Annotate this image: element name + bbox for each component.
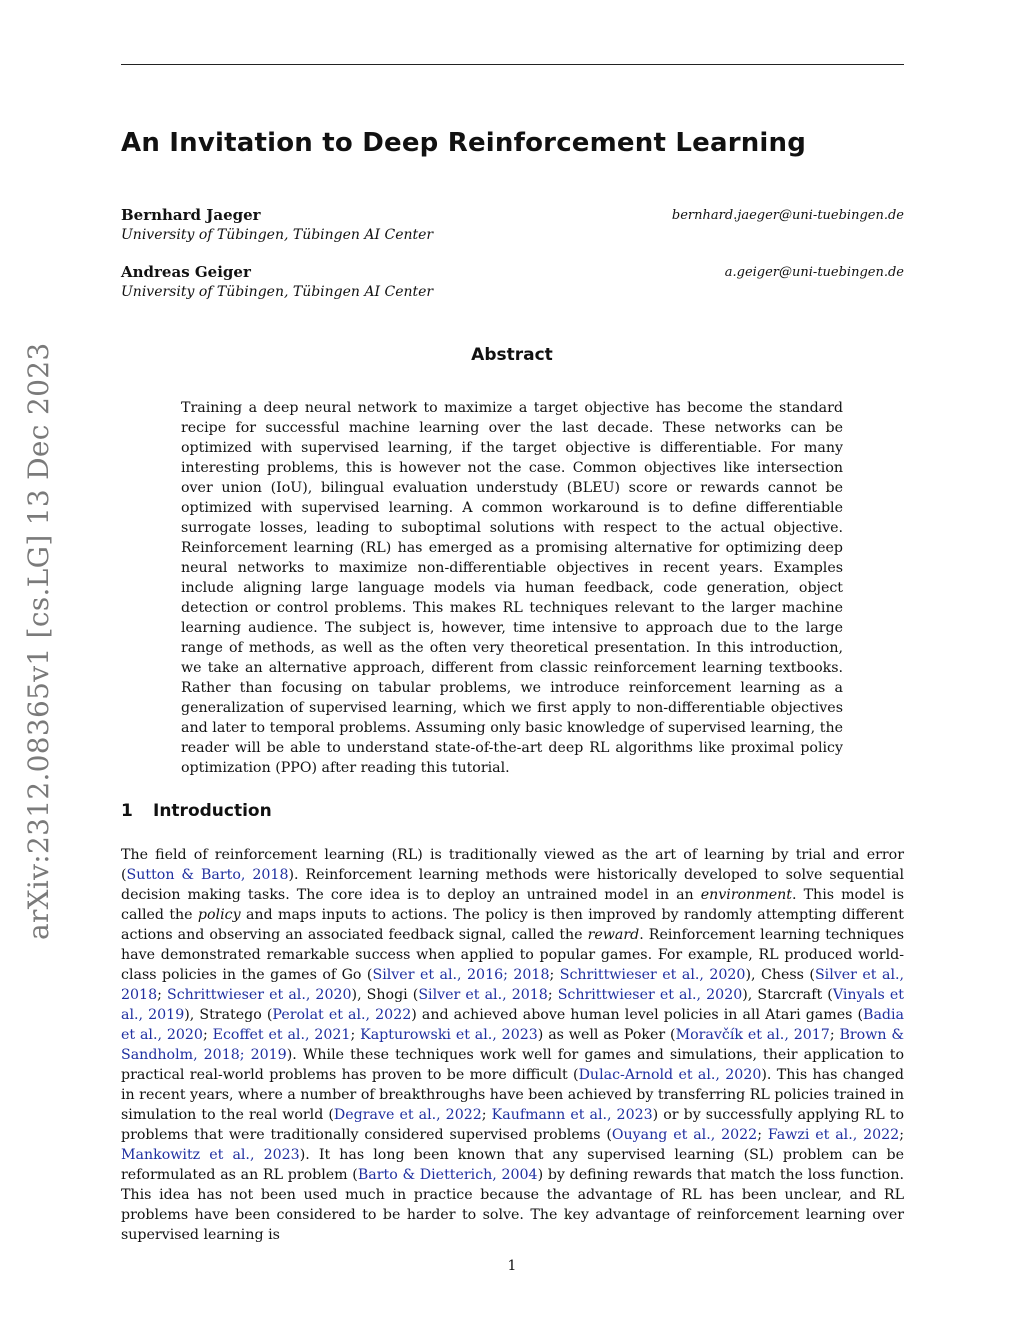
body-text: ; — [481, 1107, 492, 1123]
citation-link[interactable]: Ecoffet et al., 2021 — [212, 1027, 351, 1043]
body-text: ; — [549, 967, 560, 983]
section-title: Introduction — [153, 801, 272, 821]
citation-link[interactable]: Schrittwieser et al., 2020 — [557, 987, 743, 1003]
body-text: ; — [899, 1127, 904, 1143]
citation-link[interactable]: Fawzi et al., 2022 — [767, 1127, 900, 1143]
body-text: ; — [757, 1127, 768, 1143]
abstract-text: Training a deep neural network to maximize a target objective has become the standard recipe for successful machine learning over the last decade. These networks can be optimized with supervised learning, if the target objective is differentiable. For many interesting problems, this is however not the case. Common objectives like intersection over union (IoU), bilingual evaluation understudy (BLEU) score or rewards cannot be optimized with supervised learning. A common workaround is to define differentiable surrogate losses, leading to suboptimal solutions with respect to the actual objective. Reinforcement learning (RL) has emerged as a promising alternative for optimizing deep neural networks to maximize non-differentiable objectives in recent years. Examples include aligning large language models via human feedback, code generation, object detection or control problems. This makes RL techniques relevant to the larger machine learning audience. The subject is, however, time intensive to approach due to the large range of methods, as well as the often very theoretical presentation. In this introduction, we take an alternative approach, different from classic reinforcement learning textbooks. Rather than focusing on tabular problems, we introduce reinforcement learning as a generalization of supervised learning, which we first apply to non-differentiable objectives and later to temporal problems. Assuming only basic knowledge of supervised learning, the reader will be able to understand state-of-the-art deep RL algorithms like proximal policy optimization (PPO) after reading this tutorial. — [181, 400, 843, 776]
body-text: ). While these techniques work well for games and simulations, their application to practical real-world problems has proven to be more difficult ( — [121, 1047, 904, 1083]
body-text: ; — [202, 1027, 213, 1043]
citation-link[interactable]: Silver et al., 2016; 2018 — [372, 967, 550, 983]
body-text: ) as well as Poker ( — [537, 1027, 676, 1043]
section-number: 1 — [121, 801, 133, 821]
body-text: ), Chess ( — [745, 967, 815, 983]
body-text: ) and achieved above human level policies in all Atari games ( — [411, 1007, 864, 1023]
abstract-heading: Abstract — [471, 345, 553, 365]
citation-link[interactable]: Kaufmann et al., 2023 — [491, 1107, 653, 1123]
body-text: ). It has long been known that any supervised learning (SL) problem can be reformulated as an RL problem ( — [121, 1147, 905, 1183]
citation-link[interactable]: Moravčík et al., 2017 — [675, 1027, 830, 1043]
body-text: The field of reinforcement learning (RL) is traditionally viewed as the art of learning by trial and error ( — [121, 847, 904, 883]
body-text: ; — [350, 1027, 361, 1043]
citation-link[interactable]: Schrittwieser et al., 2020 — [166, 987, 352, 1003]
arxiv-identifier-stamp: arXiv:2312.08365v1 [cs.LG] 13 Dec 2023 — [22, 342, 55, 940]
body-text: ). Reinforcement learning methods were historically developed to solve sequential decision making tasks. The core idea is to deploy an untrained model in an — [121, 867, 904, 903]
introduction-paragraph — [121, 845, 904, 1245]
citation-link[interactable]: Silver et al., 2018 — [418, 987, 548, 1003]
author-name: Andreas Geiger — [121, 263, 251, 281]
author-email: bernhard.jaeger@uni-tuebingen.de — [671, 208, 904, 223]
body-text: ) or by successfully applying RL to problems that were traditionally considered supervised problems ( — [121, 1107, 904, 1143]
top-rule — [121, 64, 904, 65]
body-text: ), Shogi ( — [351, 987, 419, 1003]
author-affiliation: University of Tübingen, Tübingen AI Center — [121, 284, 434, 300]
citation-link[interactable]: Vinyals et al., 2019 — [121, 987, 904, 1023]
citation-link[interactable]: Brown & Sandholm, 2018; 2019 — [121, 1027, 904, 1063]
author-affiliation: University of Tübingen, Tübingen AI Center — [121, 227, 434, 243]
citation-link[interactable]: Kapturowski et al., 2023 — [360, 1027, 538, 1043]
citation-link[interactable]: Dulac-Arnold et al., 2020 — [578, 1067, 762, 1083]
emphasized-term: policy — [197, 907, 241, 923]
citation-link[interactable]: Barto & Dietterich, 2004 — [357, 1167, 538, 1183]
paper-title: An Invitation to Deep Reinforcement Learning — [121, 128, 807, 158]
citation-link[interactable]: Silver et al., 2018 — [121, 967, 905, 1003]
body-text: ). This has changed in recent years, where a number of breakthroughs have been achieved by transferring RL policies trained in simulation to the real world ( — [121, 1067, 904, 1123]
citation-link[interactable]: Perolat et al., 2022 — [272, 1007, 412, 1023]
body-text: ; — [829, 1027, 840, 1043]
body-text: and maps inputs to actions. The policy is then improved by randomly attempting different actions and observing an associated feedback signal, called the — [121, 907, 904, 943]
body-text: ) by defining rewards that match the loss function. This idea has not been used much in practice because the advantage of RL has been unclear, and RL problems have been considered to be harder to solve. The key advantage of reinforcement learning over supervised learning is — [121, 1167, 904, 1243]
author-email: a.geiger@uni-tuebingen.de — [724, 265, 904, 280]
body-text: ; — [157, 987, 167, 1003]
citation-link[interactable]: Badia et al., 2020 — [121, 1007, 904, 1043]
section-heading — [121, 801, 272, 821]
citation-link[interactable]: Mankowitz et al., 2023 — [121, 1147, 300, 1163]
citation-link[interactable]: Sutton & Barto, 2018 — [126, 867, 289, 883]
emphasized-term: environment — [700, 887, 792, 903]
body-text: ), Stratego ( — [184, 1007, 273, 1023]
page-number: 1 — [507, 1258, 517, 1274]
citation-link[interactable]: Schrittwieser et al., 2020 — [559, 967, 746, 983]
emphasized-term: reward — [587, 927, 640, 943]
body-text: . This model is called the — [121, 887, 904, 923]
citation-link[interactable]: Degrave et al., 2022 — [333, 1107, 482, 1123]
citation-link[interactable]: Ouyang et al., 2022 — [611, 1127, 758, 1143]
author-name: Bernhard Jaeger — [121, 206, 261, 224]
body-text: ), Starcraft ( — [742, 987, 833, 1003]
body-text: . Reinforcement learning techniques have demonstrated remarkable success when applied to popular games. For example, RL produced world-class policies in the games of Go ( — [121, 927, 904, 983]
body-text: ; — [547, 987, 558, 1003]
